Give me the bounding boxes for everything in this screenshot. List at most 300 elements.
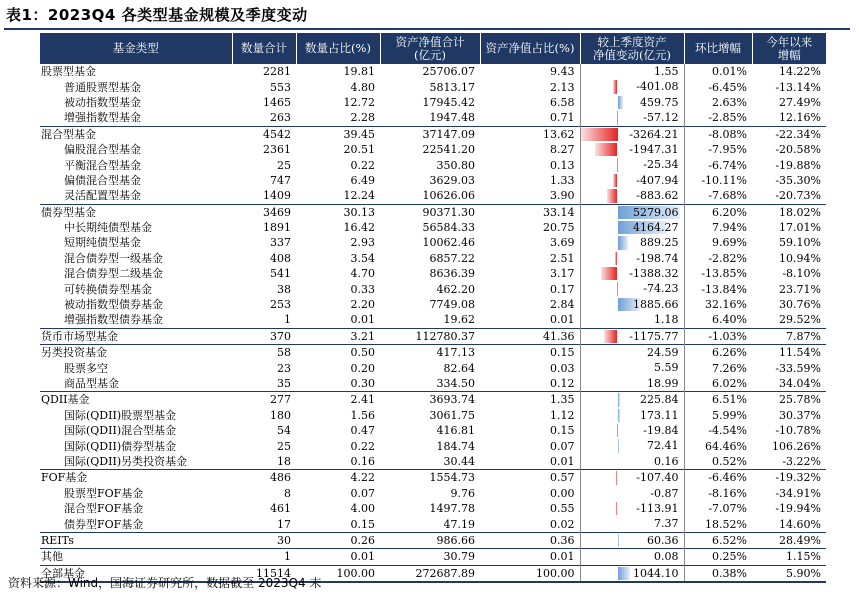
cell-ytd: -8.10%	[782, 267, 821, 281]
cell-ytd: -20.58%	[775, 143, 821, 157]
change-bar	[616, 471, 617, 484]
cell-fund-type: 混合型FOF基金	[64, 502, 144, 516]
table-row	[40, 392, 826, 408]
cell-nav: 25706.07	[422, 65, 475, 79]
cell-ytd: -3.22%	[782, 454, 821, 468]
cell-fund-type: 混合债券型一级基金	[64, 251, 163, 265]
change-bar	[595, 143, 618, 156]
cell-nav: 334.50	[436, 377, 475, 390]
header-col-qoq: 环比增幅	[684, 33, 752, 64]
cell-fund-type: 混合债券型二级基金	[64, 267, 163, 281]
header-row	[40, 33, 826, 64]
table-row	[40, 235, 826, 250]
cell-change	[580, 392, 684, 408]
cell-count: 8	[284, 486, 291, 500]
cell-count-pct: 2.93	[350, 236, 375, 250]
change-value: 18.99	[647, 376, 679, 390]
cell-count: 4542	[232, 126, 296, 142]
cell-count: 553	[270, 80, 291, 94]
change-value: -74.23	[643, 282, 679, 296]
cell-change	[580, 486, 684, 501]
cell-nav: 22541.20	[422, 143, 475, 157]
change-value: -25.34	[643, 158, 679, 172]
change-bar	[581, 128, 618, 141]
cell-nav-pct: 1.12	[550, 408, 575, 422]
change-bar	[618, 567, 630, 580]
cell-count-pct: 0.15	[350, 517, 375, 531]
cell-change	[580, 532, 684, 548]
cell-qoq: -7.95%	[708, 143, 747, 157]
cell-ytd: 30.37%	[779, 408, 821, 422]
cell-count: 30	[232, 532, 296, 548]
cell-count-pct: 0.22	[350, 439, 375, 453]
cell-fund-type: 债券型基金	[40, 204, 232, 220]
cell-nav: 112780.37	[380, 328, 480, 344]
cell-nav: 17945.42	[422, 95, 475, 109]
cell-ytd: -13.14%	[775, 80, 821, 94]
cell-ytd: 7.87%	[752, 328, 826, 344]
cell-qoq: 6.02%	[712, 377, 747, 390]
cell-count: 35	[277, 377, 291, 390]
cell-count-pct: 30.13	[296, 204, 380, 220]
cell-count-pct: 1.56	[350, 408, 375, 422]
change-value: 1044.10	[633, 566, 679, 580]
change-bar	[618, 534, 619, 547]
cell-qoq: 5.99%	[712, 408, 747, 422]
change-value: -0.87	[650, 486, 679, 500]
cell-count-pct: 3.54	[350, 251, 375, 265]
cell-qoq: -6.45%	[708, 80, 747, 94]
cell-nav: 1497.78	[429, 502, 475, 516]
table-row	[40, 204, 826, 220]
cell-qoq: 6.40%	[712, 313, 747, 327]
cell-fund-type: 国际(QDII)债券型基金	[64, 439, 177, 453]
change-value: 1.55	[654, 65, 679, 78]
cell-fund-type: 股票多空	[64, 361, 108, 375]
cell-nav-pct: 0.03	[550, 361, 575, 375]
table-row	[40, 549, 826, 565]
fund-table	[40, 33, 826, 583]
cell-change	[580, 188, 684, 204]
cell-change	[580, 470, 684, 486]
table-row	[40, 266, 826, 281]
cell-qoq: 6.26%	[684, 345, 752, 361]
cell-change	[580, 516, 684, 532]
cell-count-pct: 19.81	[343, 65, 375, 79]
cell-count-pct: 0.30	[350, 377, 375, 390]
table-row	[40, 376, 826, 392]
cell-count: 1	[232, 549, 296, 565]
cell-nav-pct: 2.84	[550, 298, 575, 312]
cell-fund-type: 国际(QDII)混合型基金	[64, 424, 177, 438]
change-value: 0.08	[654, 550, 679, 564]
cell-count-pct: 0.07	[350, 486, 375, 500]
cell-nav-pct: 0.12	[550, 377, 575, 390]
change-bar	[613, 80, 618, 93]
cell-count-pct: 3.21	[296, 328, 380, 344]
cell-qoq: 7.26%	[712, 361, 747, 375]
change-bar	[615, 252, 617, 265]
cell-fund-type: 混合型基金	[40, 126, 232, 142]
header-col-count: 数量合计	[232, 33, 296, 64]
cell-nav-pct: 3.17	[550, 267, 575, 281]
header-col-nav: 资产净值合计 (亿元)	[380, 33, 480, 64]
cell-nav: 272687.89	[380, 565, 480, 582]
cell-change	[580, 501, 684, 516]
change-value: 173.11	[640, 408, 679, 422]
cell-count-pct: 0.26	[296, 532, 380, 548]
cell-nav: 6857.22	[429, 251, 475, 265]
cell-change	[580, 110, 684, 126]
change-value: -3264.21	[629, 127, 679, 141]
cell-nav-pct: 3.69	[550, 236, 575, 250]
cell-ytd: 17.01%	[779, 221, 821, 235]
cell-count-pct: 2.41	[296, 392, 380, 408]
cell-nav-pct: 2.13	[550, 80, 575, 94]
cell-nav-pct: 0.71	[550, 111, 575, 125]
cell-ytd: 34.04%	[779, 377, 821, 390]
cell-ytd: 14.22%	[779, 65, 821, 79]
header-col-nav-pct: 资产净值占比(%)	[480, 33, 580, 64]
cell-nav: 90371.30	[380, 204, 480, 220]
cell-count-pct: 12.24	[343, 189, 375, 203]
cell-count-pct: 0.47	[350, 424, 375, 438]
cell-fund-type: 灵活配置型基金	[64, 189, 141, 203]
cell-fund-type: 股票型FOF基金	[64, 486, 144, 500]
cell-fund-type: 货币市场型基金	[40, 328, 232, 344]
cell-count-pct: 0.01	[296, 549, 380, 565]
cell-qoq: -2.85%	[708, 111, 747, 125]
cell-count: 408	[270, 251, 291, 265]
cell-qoq: -8.16%	[708, 486, 747, 500]
cell-qoq: -10.11%	[701, 173, 747, 187]
cell-ytd: -35.30%	[775, 173, 821, 187]
change-value: 0.16	[654, 454, 679, 468]
cell-fund-type: 债券型FOF基金	[64, 517, 144, 531]
cell-qoq: -13.84%	[701, 282, 747, 296]
cell-nav: 350.80	[436, 158, 475, 172]
cell-fund-type: 全部基金	[40, 565, 232, 582]
change-bar	[618, 409, 620, 422]
cell-count-pct: 0.01	[350, 313, 375, 327]
cell-fund-type: 国际(QDII)股票型基金	[64, 408, 177, 422]
cell-count-pct: 0.22	[350, 158, 375, 172]
cell-ytd: -19.32%	[752, 470, 826, 486]
cell-qoq: 0.38%	[684, 565, 752, 582]
cell-change	[580, 173, 684, 188]
cell-fund-type: 偏股混合型基金	[64, 143, 141, 157]
table-row	[40, 532, 826, 548]
change-value: -1947.31	[629, 142, 679, 156]
cell-qoq: 9.69%	[712, 236, 747, 250]
cell-nav: 10062.46	[422, 236, 475, 250]
cell-change	[580, 204, 684, 220]
cell-change	[580, 297, 684, 312]
table-row	[40, 501, 826, 516]
change-value: -19.84	[643, 423, 679, 437]
cell-change	[580, 408, 684, 423]
cell-count: 541	[270, 267, 291, 281]
header-col-change: 较上季度资产 净值变动(亿元)	[580, 33, 684, 64]
change-bar	[618, 393, 621, 406]
cell-count: 747	[270, 173, 291, 187]
cell-fund-type: 被动指数型债券基金	[64, 298, 163, 312]
cell-fund-type: QDII基金	[40, 392, 232, 408]
cell-nav-pct: 0.01	[550, 313, 575, 327]
change-value: 7.37	[654, 517, 679, 531]
cell-count-pct: 100.00	[296, 565, 380, 582]
cell-change	[580, 454, 684, 470]
table-body	[40, 64, 826, 582]
cell-nav: 30.79	[380, 549, 480, 565]
table-row	[40, 79, 826, 94]
table-row	[40, 110, 826, 126]
cell-fund-type: REITs	[40, 532, 232, 548]
cell-ytd: -10.78%	[775, 424, 821, 438]
cell-fund-type: 其他	[40, 549, 232, 565]
table-row	[40, 454, 826, 470]
cell-change	[580, 126, 684, 142]
table-row	[40, 95, 826, 110]
cell-nav-pct: 13.62	[480, 126, 580, 142]
cell-qoq: 2.63%	[712, 95, 747, 109]
cell-change	[580, 360, 684, 375]
table-row	[40, 297, 826, 312]
cell-qoq: -7.68%	[708, 189, 747, 203]
cell-ytd: 28.49%	[752, 532, 826, 548]
cell-nav: 462.20	[436, 282, 475, 296]
cell-count-pct: 2.20	[350, 298, 375, 312]
title-rule	[4, 28, 850, 30]
cell-nav-pct: 1.33	[550, 173, 575, 187]
cell-nav: 986.66	[380, 532, 480, 548]
cell-ytd: 59.10%	[779, 236, 821, 250]
table-row	[40, 173, 826, 188]
cell-qoq: -2.82%	[708, 251, 747, 265]
cell-ytd: -22.34%	[752, 126, 826, 142]
change-bar	[616, 502, 617, 515]
cell-fund-type: 另类投资基金	[40, 345, 232, 361]
change-bar	[617, 111, 618, 124]
cell-count-pct: 39.45	[296, 126, 380, 142]
table-row	[40, 486, 826, 501]
cell-ytd: -19.94%	[775, 502, 821, 516]
cell-qoq: -6.74%	[708, 158, 747, 172]
cell-nav-pct: 6.58	[550, 95, 575, 109]
change-bar	[613, 174, 618, 187]
cell-count: 3469	[232, 204, 296, 220]
cell-count-pct: 0.33	[350, 282, 375, 296]
change-value: 889.25	[640, 236, 679, 250]
cell-count-pct: 4.22	[296, 470, 380, 486]
cell-ytd: -19.88%	[775, 158, 821, 172]
cell-change	[580, 142, 684, 157]
cell-qoq: -8.08%	[684, 126, 752, 142]
cell-change	[580, 95, 684, 110]
cell-nav: 30.44	[443, 454, 475, 468]
cell-count: 337	[270, 236, 291, 250]
cell-count: 2281	[263, 65, 291, 79]
cell-nav-pct: 0.17	[550, 282, 575, 296]
cell-qoq: -6.46%	[684, 470, 752, 486]
cell-count-pct: 16.42	[343, 221, 375, 235]
cell-nav-pct: 0.15	[480, 345, 580, 361]
header-col-fund-type: 基金类型	[40, 33, 232, 64]
change-value: -198.74	[636, 251, 679, 265]
cell-fund-type: 被动指数型基金	[64, 95, 141, 109]
cell-count: 2361	[263, 143, 291, 157]
cell-count-pct: 6.49	[350, 173, 375, 187]
cell-count: 25	[277, 158, 291, 172]
cell-ytd: 18.02%	[752, 204, 826, 220]
header-col-count-pct: 数量占比(%)	[296, 33, 380, 64]
cell-nav: 3629.03	[429, 173, 475, 187]
cell-ytd: 11.54%	[752, 345, 826, 361]
change-bar	[618, 96, 623, 109]
cell-count: 17	[277, 517, 291, 531]
header-col-ytd: 今年以来 增幅	[752, 33, 826, 64]
cell-change	[580, 251, 684, 266]
source-note: 资料来源：Wind，国海证券研究所，数据截至 2023Q4 末	[8, 576, 322, 590]
cell-ytd: 10.94%	[779, 251, 821, 265]
cell-count-pct: 12.72	[343, 95, 375, 109]
table-row	[40, 281, 826, 296]
cell-count: 180	[270, 408, 291, 422]
cell-count-pct: 0.20	[350, 361, 375, 375]
change-value: -107.40	[636, 471, 679, 485]
cell-count: 58	[232, 345, 296, 361]
cell-nav-pct: 3.90	[550, 189, 575, 203]
cell-nav-pct: 8.27	[550, 143, 575, 157]
cell-count: 18	[277, 454, 291, 468]
cell-count-pct: 4.80	[350, 80, 375, 94]
cell-ytd: -20.73%	[775, 189, 821, 203]
cell-nav: 417.13	[380, 345, 480, 361]
table-row	[40, 408, 826, 423]
table-row	[40, 438, 826, 453]
table-row	[40, 126, 826, 142]
change-bar	[601, 267, 617, 280]
change-value: -113.91	[636, 501, 679, 515]
cell-nav-pct: 41.36	[480, 328, 580, 344]
cell-change	[580, 438, 684, 453]
cell-count: 23	[277, 361, 291, 375]
cell-count: 263	[270, 111, 291, 125]
cell-qoq: 0.01%	[712, 65, 747, 79]
cell-change	[580, 312, 684, 328]
cell-count-pct: 4.70	[350, 267, 375, 281]
cell-nav: 3061.75	[429, 408, 475, 422]
cell-count: 486	[232, 470, 296, 486]
cell-nav: 5813.17	[429, 80, 475, 94]
cell-nav: 82.64	[443, 361, 475, 375]
cell-ytd: 5.90%	[752, 565, 826, 582]
cell-nav-pct: 0.15	[550, 424, 575, 438]
change-value: 1.18	[654, 313, 679, 327]
cell-change	[580, 281, 684, 296]
cell-change	[580, 423, 684, 438]
change-value: 5.59	[654, 361, 679, 375]
cell-count-pct: 0.16	[350, 454, 375, 468]
cell-ytd: 23.71%	[779, 282, 821, 296]
change-value: -407.94	[636, 173, 679, 187]
table-row	[40, 423, 826, 438]
cell-nav-pct: 100.00	[480, 565, 580, 582]
cell-nav-pct: 2.51	[550, 251, 575, 265]
cell-change	[580, 345, 684, 361]
cell-count: 277	[232, 392, 296, 408]
cell-change	[580, 549, 684, 565]
change-bar	[604, 330, 618, 343]
change-value: 24.59	[647, 346, 679, 360]
change-value: -883.62	[636, 189, 679, 203]
cell-count: 461	[270, 502, 291, 516]
cell-fund-type: 普通股票型基金	[64, 80, 141, 94]
table-row	[40, 142, 826, 157]
cell-nav-pct: 0.01	[550, 454, 575, 468]
cell-nav-pct: 9.43	[550, 65, 575, 79]
cell-change	[580, 220, 684, 235]
table-row	[40, 360, 826, 375]
table-row	[40, 251, 826, 266]
cell-change	[580, 64, 684, 79]
cell-count-pct: 2.28	[350, 111, 375, 125]
table-title: 表1：2023Q4 各类型基金规模及季度变动	[6, 6, 308, 24]
cell-fund-type: 股票型基金	[41, 65, 96, 79]
cell-qoq: -4.54%	[708, 424, 747, 438]
cell-change	[580, 157, 684, 172]
cell-count: 1409	[263, 189, 291, 203]
cell-nav-pct: 0.57	[480, 470, 580, 486]
cell-fund-type: FOF基金	[40, 470, 232, 486]
cell-nav-pct: 0.55	[550, 502, 575, 516]
change-value: 4164.27	[633, 220, 679, 234]
cell-change	[580, 266, 684, 281]
cell-count-pct: 0.50	[296, 345, 380, 361]
cell-count: 25	[277, 439, 291, 453]
change-value: -57.12	[643, 111, 679, 125]
cell-qoq: -13.85%	[701, 267, 747, 281]
change-value: -1388.32	[629, 267, 679, 281]
cell-nav: 184.74	[436, 439, 475, 453]
cell-fund-type: 商品型基金	[64, 377, 119, 390]
cell-qoq: -7.07%	[708, 502, 747, 516]
cell-nav-pct: 0.00	[550, 486, 575, 500]
cell-change	[580, 565, 684, 582]
cell-count: 253	[270, 298, 291, 312]
change-bar	[618, 439, 619, 452]
table-row	[40, 470, 826, 486]
cell-qoq: 64.46%	[705, 439, 747, 453]
cell-fund-type: 中长期纯债型基金	[64, 221, 152, 235]
cell-fund-type: 增强指数型基金	[64, 111, 141, 125]
change-value: 225.84	[640, 393, 679, 407]
cell-count: 370	[232, 328, 296, 344]
cell-nav: 37147.09	[380, 126, 480, 142]
cell-qoq: 0.25%	[684, 549, 752, 565]
cell-ytd: 106.26%	[772, 439, 821, 453]
cell-nav-pct: 0.07	[550, 439, 575, 453]
cell-nav-pct: 0.13	[550, 158, 575, 172]
cell-nav-pct: 1.35	[480, 392, 580, 408]
cell-count: 38	[277, 282, 291, 296]
cell-nav: 19.62	[443, 313, 475, 327]
cell-change	[580, 376, 684, 392]
cell-ytd: 1.15%	[752, 549, 826, 565]
cell-count: 11514	[232, 565, 296, 582]
change-value: 459.75	[640, 95, 679, 109]
cell-nav: 416.81	[436, 424, 475, 438]
